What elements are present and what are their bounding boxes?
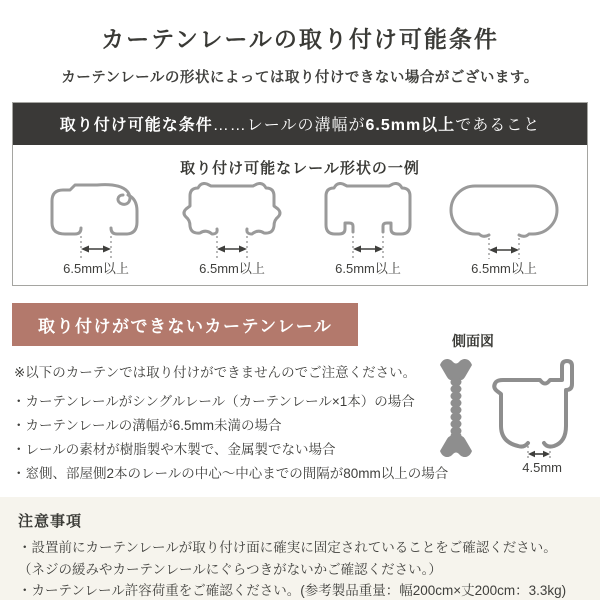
rail-profile-1-icon (37, 182, 155, 262)
cond-header-bold2: 6.5mm以上 (365, 117, 456, 134)
rail-example-4 (445, 182, 563, 277)
side-view-diagram (436, 331, 588, 475)
dimension-arrow-icon (528, 451, 550, 457)
rail-example-2 (173, 182, 291, 277)
rail-dimension-label: 6.5mm以上 (471, 261, 537, 276)
not-installable-banner: 取り付けができないカーテンレール (12, 303, 358, 346)
side-view-label: 側面図 (452, 333, 494, 349)
cond-header-normal1: ……レールの溝幅が (212, 117, 366, 134)
notes-lines (18, 537, 582, 602)
bullet-item: ・レールの素材が樹脂製や木製で、金属製でない場合 (12, 442, 336, 458)
note-line: ・カーテンレール許容荷重をご確認ください。(参考製品重量：幅200cm×丈200cm：3.3kg) (18, 583, 567, 599)
installable-conditions-box (12, 102, 588, 286)
notes-title: 注意事項 (18, 513, 83, 530)
bullet-item: ・窓側、部屋側2本のレールの中心～中心までの間隔が80mm以上の場合 (12, 466, 449, 482)
not-installable-section (12, 303, 588, 486)
side-view-dimension-label: 4.5mm (522, 460, 562, 475)
runner-hook-side-icon (436, 356, 478, 460)
rail-dimension-label: 6.5mm以上 (335, 261, 401, 276)
rail-profile-3-icon (309, 182, 427, 262)
rail-dimension-label: 6.5mm以上 (199, 261, 265, 276)
rail-profile-2-icon (173, 182, 291, 262)
page-title: カーテンレールの取り付け可能条件 (101, 26, 499, 52)
dimension-arrow-icon (81, 246, 111, 253)
rail-example-3 (309, 182, 427, 277)
rail-dimension-label: 6.5mm以上 (63, 261, 129, 276)
rail-examples-title: 取り付け可能なレール形状の一例 (180, 160, 420, 177)
bullet-item: ・カーテンレールがシングルレール（カーテンレール×1本）の場合 (12, 394, 415, 409)
note-line: ・設置前にカーテンレールが取り付け面に確実に固定されていることをご確認ください。 (18, 540, 557, 555)
cond-header-bold1: 取り付け可能な条件 (59, 117, 213, 134)
caution-note: ※以下のカーテンでは取り付けができませんのでご注意ください。 (14, 365, 417, 380)
dimension-arrow-icon (217, 246, 247, 253)
notes-section (0, 497, 600, 600)
note-line: （ネジの緩みやカーテンレールにぐらつきがないかご確認ください。） (18, 561, 442, 577)
rail-profile-4-icon (445, 182, 563, 262)
bullet-item: ・カーテンレールの溝幅が6.5mm未満の場合 (12, 418, 282, 434)
not-installable-bullets (12, 390, 464, 486)
rail-example-1 (37, 182, 155, 277)
rail-side-profile-icon (488, 356, 586, 460)
dimension-arrow-icon (489, 247, 519, 254)
dimension-arrow-icon (353, 246, 383, 253)
cond-header-normal2: であること (455, 117, 541, 134)
page-subtitle: カーテンレールの形状によっては取り付けできない場合がございます。 (61, 70, 539, 86)
rail-examples-row (13, 178, 587, 285)
installable-conditions-banner (13, 103, 587, 145)
